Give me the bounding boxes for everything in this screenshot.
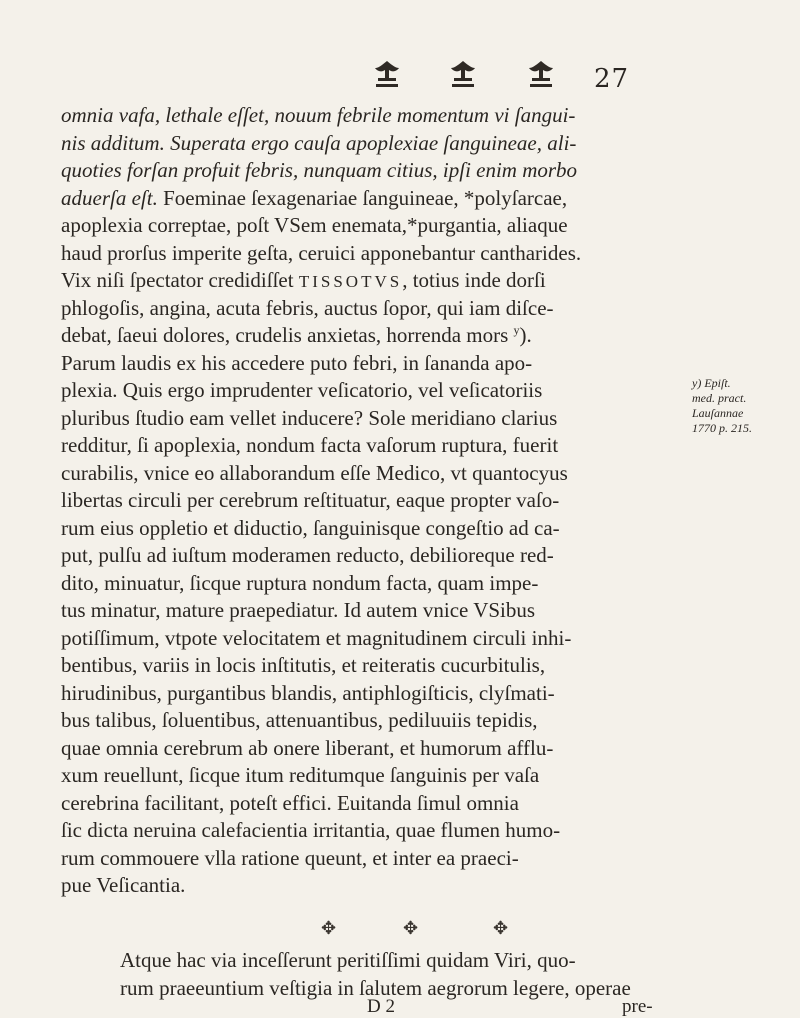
text-line: plexia. Quis ergo imprudenter veſicatorio, vel veſicatoriis <box>61 378 543 402</box>
text-line: cerebrina facilitant, poteſt effici. Euitanda ſimul omnia <box>61 790 519 815</box>
catchword: pre- <box>622 996 653 1017</box>
text-line: haud prorſus imperite geſta, ceruici apponebantur cantharides. <box>61 240 582 265</box>
text-fragment: Foeminae ſexagenariae ſanguineae, *polyſarcae, <box>157 185 568 210</box>
margin-footnote <box>692 376 764 436</box>
text-fragment: ). <box>519 323 532 347</box>
text-line: bentibus, variis in locis inſtitutis, et reiteratis cucurbitulis, <box>61 653 546 677</box>
margin-line: Lauſannae <box>692 406 744 420</box>
text-line: rum commouere vlla ratione queunt, et inter ea praeci- <box>61 845 519 870</box>
text-fragment: debat, ſaeui dolores, crudelis anxietas, horrenda mors <box>61 323 509 347</box>
text-line: dito, minuatur, ſicque ruptura nondum facta, quam impe- <box>61 570 539 595</box>
signature-mark: D 2 <box>367 996 395 1017</box>
asterism-icon: ✥ <box>403 918 419 939</box>
fleuron-icon <box>372 58 402 90</box>
text-line: tus minatur, mature praepediatur. Id autem vnice VSibus <box>61 598 536 622</box>
text-line: put, pulſu ad iuſtum moderamen reducto, debilioreque red- <box>61 543 554 567</box>
text-fragment: aduerſa eſt. <box>61 185 158 210</box>
text-line: hirudinibus, purgantibus blandis, antiphlogiſticis, clyſmati- <box>61 680 555 705</box>
text-fragment: Vix niſi ſpectator credidiſſet <box>61 268 299 292</box>
text-line: quoties forſan profuit febris, nunquam citius, ipſi enim morbo <box>61 158 578 182</box>
text-line: rum eius oppletio et diductio, ſanguinisque congeſtio ad ca- <box>61 515 560 540</box>
text-line: libertas circuli per cerebrum reſtituatur, eaque propter vaſo- <box>61 488 560 512</box>
fleuron-icon <box>526 58 556 90</box>
text-line <box>61 185 685 213</box>
asterism-icon: ✥ <box>493 918 509 939</box>
fleuron-icon <box>448 58 478 90</box>
text-line: Atque hac via inceſſerunt peritiſſimi quidam Viri, quo- <box>120 948 576 972</box>
text-line: phlogoſis, angina, acuta febris, auctus ſopor, qui iam diſce- <box>61 295 554 320</box>
section-separator <box>0 918 800 942</box>
text-line: apoplexia correptae, poſt VSem enemata,*purgantia, aliaque <box>61 213 568 237</box>
paragraph <box>120 946 760 1002</box>
text-line: nis additum. Superata ergo cauſa apoplexiae ſanguineae, ali- <box>61 130 577 155</box>
text-fragment: , totius inde dorſi <box>402 268 546 292</box>
text-line: Parum laudis ex his accedere puto febri, in ſananda apo- <box>61 350 533 375</box>
page-header <box>0 58 800 98</box>
text-line <box>61 322 685 350</box>
asterism-icon: ✥ <box>321 918 337 939</box>
text-line: curabilis, vnice eo allaborandum eſſe Medico, vt quantocyus <box>61 460 568 485</box>
text-line: pluribus ſtudio eam vellet inducere? Sole meridiano clarius <box>61 405 558 430</box>
text-line: xum reuellunt, ſicque itum reditumque ſanguinis per vaſa <box>61 763 540 787</box>
text-line: rum praeeuntium veſtigia in ſalutem aegrorum legere, operae <box>120 976 631 1000</box>
text-line: bus talibus, ſoluentibus, attenuantibus, pediluuiis tepidis, <box>61 708 538 732</box>
footnote-marker: y <box>513 323 520 337</box>
author-name: TISSOTVS <box>298 272 403 291</box>
margin-line: 1770 p. 215. <box>692 421 752 435</box>
main-text <box>61 102 685 900</box>
text-line <box>61 267 685 295</box>
text-line: quae omnia cerebrum ab onere liberant, et humorum afflu- <box>61 735 554 760</box>
margin-line: med. pract. <box>692 391 747 405</box>
page-number: 27 <box>594 64 630 94</box>
text-line: redditur, ſi apoplexia, nondum facta vaſorum ruptura, fuerit <box>61 433 559 457</box>
text-line: ſic dicta neruina calefacientia irritantia, quae flumen humo- <box>61 818 561 842</box>
text-line: omnia vafa, lethale eſſet, nouum febrile momentum vi ſangui- <box>61 103 576 127</box>
text-line: potiſſimum, vtpote velocitatem et magnitudinem circuli inhi- <box>61 625 572 650</box>
text-line: pue Veſicantia. <box>61 873 186 897</box>
margin-line: y) Epiſt. <box>692 376 731 390</box>
